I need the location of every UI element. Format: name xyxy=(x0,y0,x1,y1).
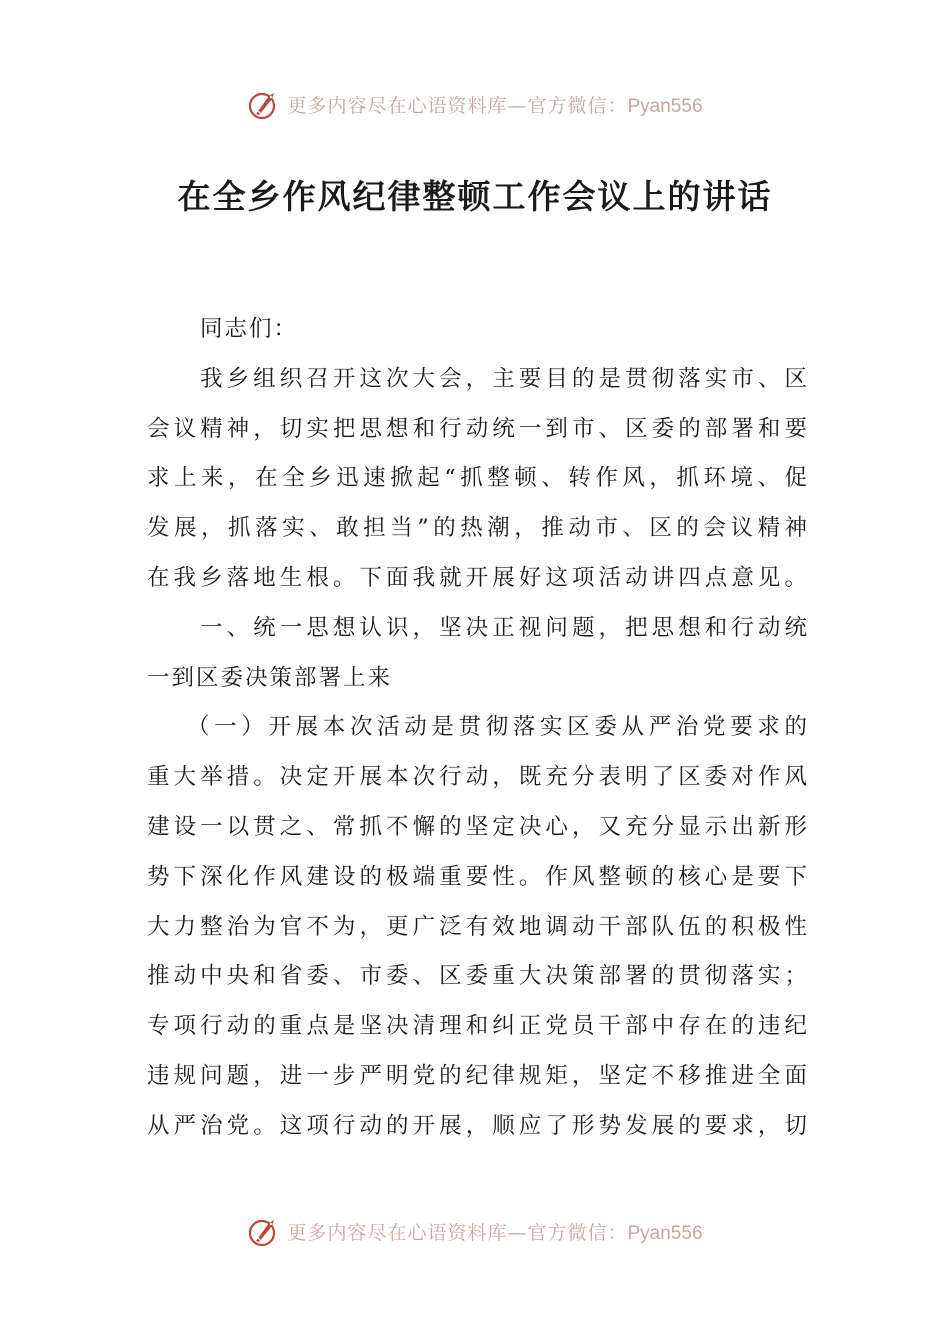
body-line: 从严治党。这项行动的开展，顺应了形势发展的要求，切 xyxy=(147,1112,807,1139)
body-line: 重大举措。决定开展本次行动，既充分表明了区委对作风 xyxy=(147,764,807,791)
pen-nib-circle-icon xyxy=(247,87,281,121)
body-line: 在我乡落地生根。下面我就开展好这项活动讲四点意见。 xyxy=(147,564,807,591)
section-heading-line: 一到区委决策部署上来 xyxy=(147,664,393,691)
footer-watermark-banner xyxy=(0,1211,950,1251)
watermark-text: 更多内容尽在心语资料库—官方微信：Pyan556 xyxy=(287,1221,703,1244)
watermark-id: Pyan556 xyxy=(627,1222,703,1244)
subsection-line: （一）开展本次活动是贯彻落实区委从严治党要求的 xyxy=(187,714,807,741)
body-line: 会议精神，切实把思想和行动统一到市、区委的部署和要 xyxy=(147,415,807,442)
body-line: 建设一以贯之、常抓不懈的坚定决心，又充分显示出新形 xyxy=(147,813,807,840)
watermark-text: 更多内容尽在心语资料库—官方微信：Pyan556 xyxy=(287,94,703,117)
body-line: 我乡组织召开这次大会，主要目的是贯彻落实市、区 xyxy=(200,365,807,392)
section-heading-line: 一、统一思想认识，坚决正视问题，把思想和行动统 xyxy=(200,614,807,641)
pen-nib-circle-icon xyxy=(247,1214,281,1248)
body-line: 求上来，在全乡迅速掀起“抓整顿、转作风，抓环境、促 xyxy=(147,465,807,492)
document-body xyxy=(147,305,807,1152)
body-line: 大力整治为官不为，更广泛有效地调动干部队伍的积极性 xyxy=(147,913,807,940)
page-title: 在全乡作风纪律整顿工作会议上的讲话 xyxy=(177,177,773,216)
watermark-id: Pyan556 xyxy=(627,95,703,117)
salutation: 同志们： xyxy=(200,316,299,342)
body-line: 专项行动的重点是坚决清理和纠正党员干部中存在的违纪 xyxy=(147,1013,807,1040)
body-line: 违规问题，进一步严明党的纪律规矩，坚定不移推进全面 xyxy=(147,1062,807,1089)
body-line: 推动中央和省委、市委、区委重大决策部署的贯彻落实； xyxy=(147,963,807,990)
header-watermark-banner xyxy=(0,84,950,124)
body-line: 势下深化作风建设的极端重要性。作风整顿的核心是要下 xyxy=(147,863,807,890)
body-line: 发展，抓落实、敢担当”的热潮，推动市、区的会议精神 xyxy=(147,515,807,542)
